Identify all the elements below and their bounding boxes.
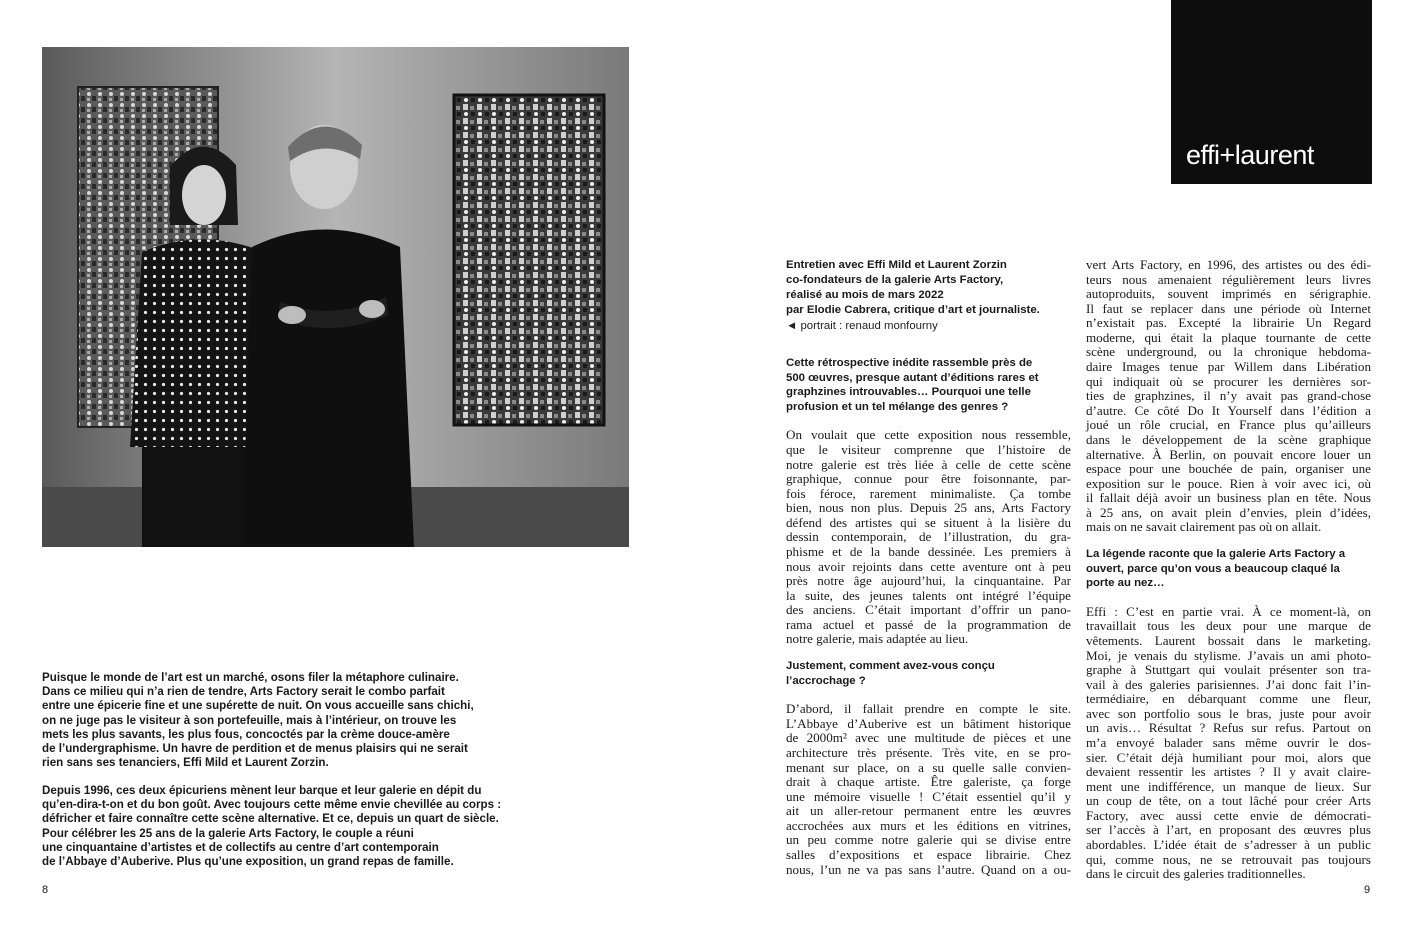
text-line: par Elodie Cabrera, critique d’art et journaliste. bbox=[786, 304, 1040, 316]
text-line: accrochées aux murs et les éditions en vitrines, bbox=[786, 817, 1071, 833]
text-line: un peu comme notre galerie qui se divise entre bbox=[786, 832, 1071, 848]
text-line: drait à chaque artiste. Être galeriste, ça forge bbox=[786, 774, 1071, 790]
answer-1 bbox=[786, 428, 1071, 647]
text-line: Entretien avec Effi Mild et Laurent Zorzin bbox=[786, 259, 1007, 271]
text-line: La légende raconte que la galerie Arts Factory a bbox=[1086, 547, 1346, 560]
text-line: Il faut se replacer dans une période où Internet bbox=[1086, 300, 1371, 316]
right-artwork bbox=[454, 95, 604, 425]
text-line: ait un aller-retour permanent entre les œuvres bbox=[786, 803, 1071, 819]
portrait-photo bbox=[42, 47, 629, 547]
text-line: vail à des galeries parisiennes. J’ai donc fait l’in- bbox=[1086, 676, 1371, 692]
text-line: ties de graphzines, il n’y avait pas grand-chose bbox=[1086, 388, 1371, 404]
text-line: architecture très présente. Très vite, en se pro- bbox=[786, 744, 1071, 760]
text-line: des anciens. C’était important d’offrir un pano- bbox=[786, 602, 1071, 618]
text-line: Depuis 1996, ces deux épicuriens mènent leur barque et leur galerie en dépit du bbox=[42, 784, 482, 797]
text-line: exposition sur le pouce. Rien à voir avec ici, où bbox=[1086, 475, 1371, 491]
text-line: réalisé au mois de mars 2022 bbox=[786, 289, 944, 301]
text-line: près notre âge aujourd’hui, la cinquantaine. Par bbox=[786, 573, 1071, 589]
question-3 bbox=[1086, 547, 1371, 591]
text-line: à 25 ans, on avait plein d’envies, plein d’idées, bbox=[1086, 504, 1371, 520]
text-line: 500 œuvres, presque autant d’éditions rares et bbox=[786, 371, 1039, 384]
text-line: graphzines introuvables… Pourquoi une telle bbox=[786, 386, 1031, 399]
text-line: phisme et de la bande dessinée. Les premiers à bbox=[786, 544, 1071, 559]
text-line: vêtements. Laurent bossait dans le marketing. bbox=[1086, 632, 1371, 648]
text-line: défend des artistes qui se situent à la lisière du bbox=[786, 514, 1071, 530]
text-line: que le visiteur comprenne que l’histoire de bbox=[786, 441, 1071, 457]
text-line: daire Images tenue par Willem dans Libération bbox=[1086, 359, 1371, 375]
text-line: ouvert, parce qu’on vous a beaucoup claqué la bbox=[1086, 562, 1340, 575]
text-line: D’abord, il fallait prendre en compte le site. bbox=[786, 701, 1071, 717]
text-line: notre galerie, mais adaptée au lieu. bbox=[786, 631, 969, 647]
text-line: graphique, connue pour être foisonnante, par- bbox=[786, 471, 1071, 487]
text-line: fois féroce, rarement minimaliste. Ça tombe bbox=[786, 485, 1071, 501]
text-line: vert Arts Factory, en 1996, des artistes ou des édi- bbox=[1086, 257, 1371, 272]
text-line: termédiaire, en débarquant comme une fleur, bbox=[1086, 691, 1371, 707]
article-column-2 bbox=[1086, 258, 1371, 894]
text-line: d’autre. Ce côté Do It Yourself dans l’édition a bbox=[1086, 402, 1371, 418]
intro-paragraph-1 bbox=[42, 671, 542, 770]
text-line: entre une épicerie fine et une supérette de nuit. On vous accueille sans chichi, bbox=[42, 699, 474, 713]
text-line: n’existait pas. Excepté la librairie Un Regard bbox=[1086, 315, 1371, 331]
text-line: Cette rétrospective inédite rassemble près de bbox=[786, 357, 1033, 369]
intro-paragraph-2 bbox=[42, 784, 542, 869]
text-line: dans le circuit des galeries traditionnelles. bbox=[1086, 866, 1306, 882]
text-line: un coup de tête, on a tout lâché pour créer Arts bbox=[1086, 793, 1371, 809]
text-line: salles d’expositions et espace librairie. Chez bbox=[786, 847, 1071, 863]
text-line: qui, comme nous, ne se retrouvait pas toujours bbox=[1086, 851, 1371, 867]
page-number-left: 8 bbox=[42, 884, 49, 896]
text-line: co-fondateurs de la galerie Arts Factory, bbox=[786, 274, 1004, 286]
text-line: Justement, comment avez-vous conçu bbox=[786, 660, 995, 673]
text-line: rien sans ses tenanciers, Effi Mild et Laurent Zorzin. bbox=[42, 756, 329, 770]
text-line: bien, nous non plus. Depuis 25 ans, Arts Factory bbox=[786, 500, 1071, 516]
text-line: travaillait tous les deux pour une marque de bbox=[1086, 618, 1371, 634]
text-line: Moi, je venais du stylisme. J’avais un ami photo- bbox=[1086, 647, 1371, 663]
text-line: joué un rôle crucial, en France plus qu’ailleurs bbox=[1086, 417, 1371, 433]
text-line: de l’Abbaye d’Auberive. Plus qu’une exposition, un grand repas de famille. bbox=[42, 855, 454, 869]
text-line: avec son portfolio sous le bras, juste pour avoir bbox=[1086, 705, 1371, 721]
text-line: nous, l’un ne va pas sans l’autre. Quand on a ou- bbox=[786, 861, 1071, 877]
question-2 bbox=[786, 659, 1071, 688]
text-line: graphe à Stuttgart qui voulait présenter son tra- bbox=[1086, 662, 1371, 678]
text-line: une cinquantaine d’artistes et de collectifs au centre d’art contemporain bbox=[42, 840, 439, 854]
text-line: moderne, qui était la plaque tournante de cette bbox=[1086, 329, 1371, 345]
text-line: L’Abbaye d’Auberive est un bâtiment historique bbox=[786, 715, 1071, 731]
text-line: il fallait déjà avoir un business plan en tête. Nous bbox=[1086, 490, 1371, 506]
text-line: sier. C’était déjà humiliant pour moi, alors que bbox=[1086, 749, 1371, 765]
text-line: qui indiquait où se procurer les dernières sor- bbox=[1086, 373, 1371, 389]
text-line: une mémoire visuelle ! C’était essentiel qu’il y bbox=[786, 788, 1071, 804]
text-line: défricher et faire connaître cette scène alternative. Et ce, depuis un quart de siècle. bbox=[42, 812, 499, 826]
text-line: qu’en-dira-t-on et du bon goût. Avec toujours cette même envie chevillée au corps : bbox=[42, 798, 502, 812]
text-line: menant sur place, on a su quelle salle convien- bbox=[786, 759, 1071, 775]
text-line: mets les plus savants, les plus fous, concoctés par la crème douce-amère bbox=[42, 727, 450, 741]
text-line: la suite, des jeunes talents ont intégré l’équipe bbox=[786, 587, 1071, 603]
page-title: effi+laurent bbox=[1186, 140, 1314, 170]
text-line: profusion et un tel mélange des genres ? bbox=[786, 400, 1009, 413]
text-line: teurs nous amenaient régulièrement leurs livres bbox=[1086, 271, 1371, 287]
text-line: alternative. À Berlin, on pouvait encore louer un bbox=[1086, 446, 1371, 462]
photo-credit: ◄ portrait : renaud monfourny bbox=[786, 320, 938, 332]
text-line: ser l’accès à l’art, en proposant des œuvres plus bbox=[1086, 822, 1371, 838]
text-line: de 2000m² avec une multitude de pièces et une bbox=[786, 730, 1071, 746]
article-column-1 bbox=[786, 356, 1071, 889]
text-line: Factory, avec aussi cette envie de démocrati- bbox=[1086, 807, 1371, 823]
text-line: notre galerie est très liée à celle de cette scène bbox=[786, 456, 1071, 472]
text-line: Pour célébrer les 25 ans de la galerie Arts Factory, le couple a réuni bbox=[42, 826, 414, 840]
interview-credits bbox=[786, 258, 1071, 318]
text-line: dessin contemporain, de l’illustration, du gra- bbox=[786, 529, 1071, 545]
text-line: nous avoir rejoints dans cette aventure ont à peu bbox=[786, 558, 1071, 574]
text-line: Effi : C’est en partie vrai. À ce moment-là, on bbox=[1086, 603, 1371, 619]
text-line: On voulait que cette exposition nous ressemble, bbox=[786, 427, 1071, 443]
text-line: espace pour une bouchée de pain, organiser une bbox=[1086, 461, 1371, 477]
text-line: de l’undergraphisme. Un havre de perdition et de menus plaisirs qui ne serait bbox=[42, 742, 468, 756]
page-number-right: 9 bbox=[1364, 884, 1371, 896]
text-line: devaient ressentir les artistes ? Il y avait claire- bbox=[1086, 764, 1371, 780]
text-line: Dans ce milieu qui n’a rien de tendre, Arts Factory serait le combo parfait bbox=[42, 685, 445, 699]
answer-3 bbox=[1086, 605, 1371, 882]
text-line: ment une indifférence, un manque de lieux. Sur bbox=[1086, 778, 1371, 794]
text-line: autoproduits, souvent imprimés en sérigraphie. bbox=[1086, 286, 1371, 302]
text-line: abordables. L’idée était de s’adresser à un public bbox=[1086, 837, 1371, 853]
text-line: on ne juge pas le visiteur à son portefeuille, mais à l’intérieur, on trouve les bbox=[42, 713, 457, 727]
text-line: dans le développement de la scène graphique bbox=[1086, 431, 1371, 447]
text-line: un avis… Résultat ? Refus sur refus. Partout on bbox=[1086, 720, 1371, 736]
text-line: mais on ne savait clairement pas où on allait. bbox=[1086, 519, 1322, 535]
text-line: porte au nez… bbox=[1086, 577, 1165, 590]
text-line: m’a envoyé balader sans même ouvrir le dos- bbox=[1086, 734, 1371, 750]
text-line: Puisque le monde de l’art est un marché, osons filer la métaphore culinaire. bbox=[42, 671, 459, 684]
question-1 bbox=[786, 356, 1071, 414]
answer-2-continued bbox=[1086, 258, 1371, 535]
text-line: l’accrochage ? bbox=[786, 674, 866, 687]
answer-2 bbox=[786, 702, 1071, 877]
text-line: rama actuel et passé de la programmation de bbox=[786, 616, 1071, 632]
text-line: scène underground, ou la chronique hebdoma- bbox=[1086, 344, 1371, 360]
portrait-illustration bbox=[42, 47, 629, 547]
